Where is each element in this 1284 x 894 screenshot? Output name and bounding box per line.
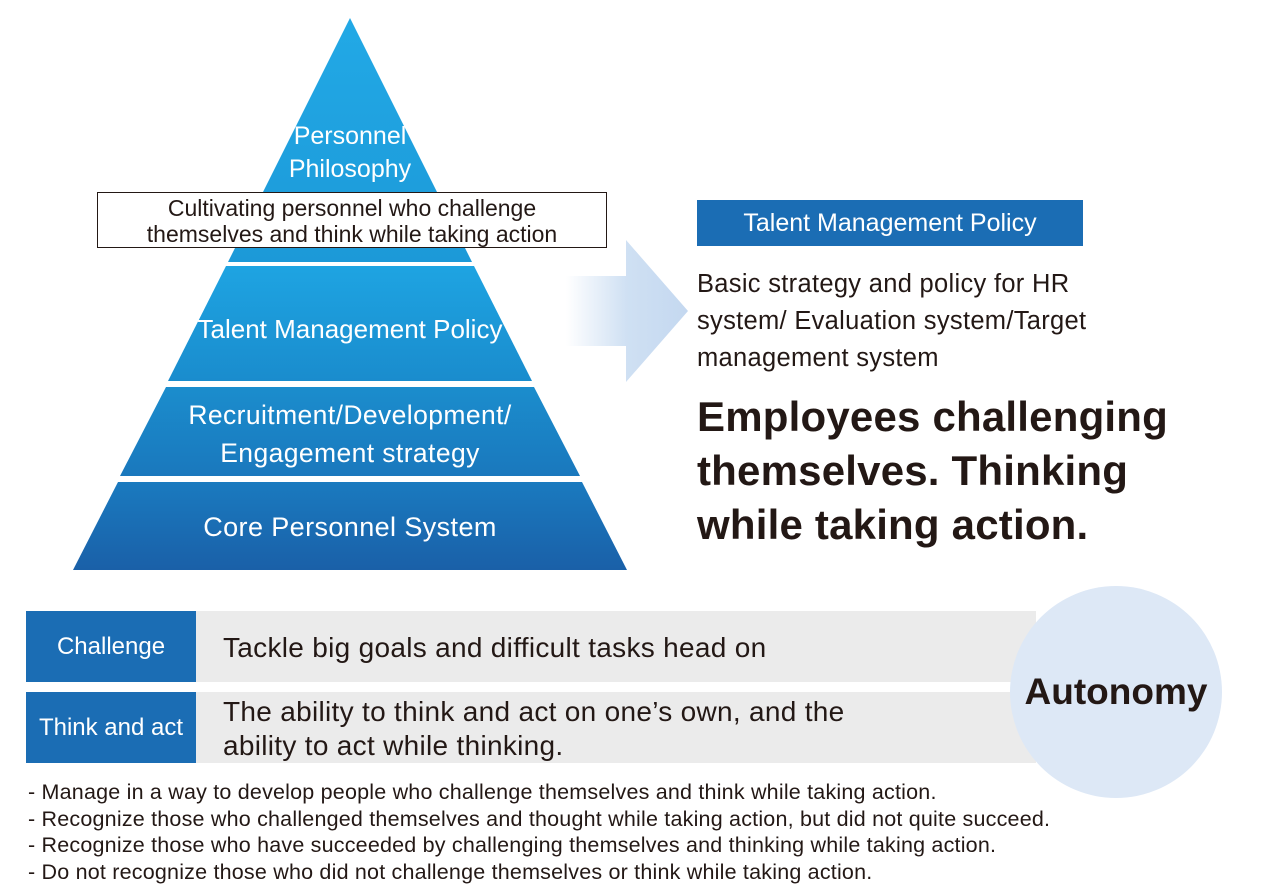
talent-policy-header: Talent Management Policy [697, 200, 1083, 246]
headline [697, 390, 1257, 552]
note-item: - Do not recognize those who did not challenge themselves or think while taking action. [28, 859, 873, 884]
challenge-tag: Challenge [26, 611, 196, 682]
note-item: - Recognize those who challenged themselves and thought while taking action, but did not quite succeed. [28, 806, 1051, 831]
talent-policy-description [697, 266, 1197, 377]
tier-philosophy-line1: Personnel [293, 122, 407, 150]
tier-philosophy-line2: Philosophy [288, 155, 412, 183]
tier-core-system-label: Core Personnel System [203, 512, 497, 542]
philosophy-box-line1: Cultivating personnel who challenge [167, 195, 537, 221]
challenge-text-line1: Tackle big goals and difficult tasks head on [223, 632, 767, 663]
tier-strategy-line1: Recruitment/Development/ [188, 400, 512, 430]
description-line2: system/ Evaluation system/Target [697, 307, 1087, 335]
think-act-text-line1: The ability to think and act on one’s own, and the [223, 696, 845, 727]
philosophy-box-line2: themselves and think while taking action [146, 221, 558, 247]
challenge-text [223, 631, 1003, 665]
tier-strategy-label [120, 396, 580, 472]
headline-line3: while taking action. [697, 501, 1089, 548]
note-item: - Manage in a way to develop people who challenge themselves and think while taking action. [28, 780, 937, 804]
description-line3: management system [697, 344, 939, 372]
philosophy-description-box [97, 192, 607, 248]
note-item: - Recognize those who have succeeded by challenging themselves and thinking while taking action. [28, 833, 997, 857]
notes-list [28, 779, 1258, 885]
right-arrow-icon [560, 238, 700, 384]
headline-line1: Employees challenging [697, 393, 1168, 440]
tier-philosophy-label [250, 120, 450, 186]
description-line1: Basic strategy and policy for HR [697, 270, 1070, 298]
tier-strategy-line2: Engagement strategy [220, 438, 480, 468]
tier-talent-policy-label: Talent Management Policy [197, 314, 503, 344]
think-act-text-line2: ability to act while thinking. [223, 730, 564, 761]
think-act-tag: Think and act [26, 692, 196, 763]
headline-line2: themselves. Thinking [697, 447, 1129, 494]
think-act-text [223, 695, 1003, 763]
autonomy-label: Autonomy [1024, 671, 1208, 712]
